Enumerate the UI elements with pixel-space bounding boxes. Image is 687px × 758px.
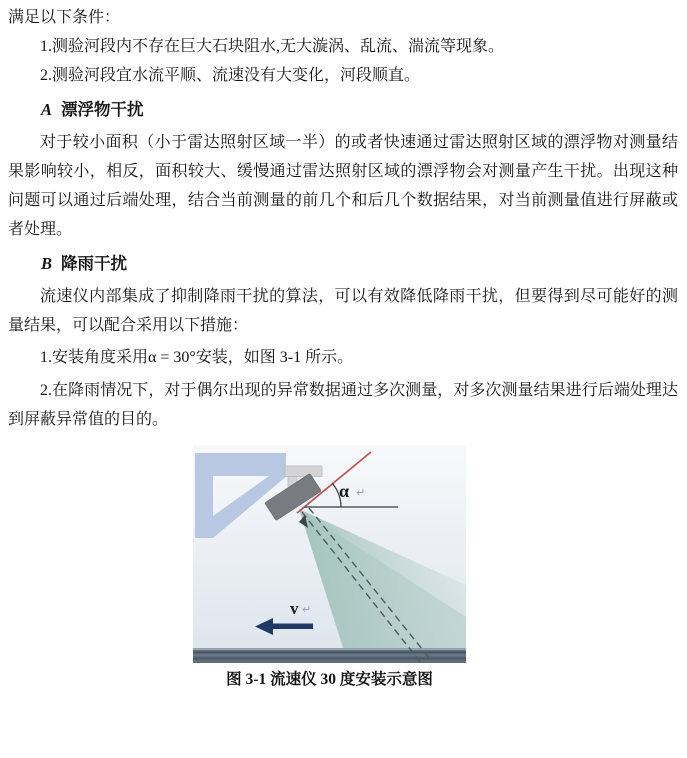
figure-caption: 图 3-1 流速仪 30 度安装示意图: [226, 671, 433, 688]
measure-item-1: 1.安装角度采用α = 30°安装，如图 3-1 所示。: [40, 349, 354, 366]
measure-item-2: 2.在降雨情况下，对于偶尔出现的异常数据通过多次测量，对多次测量结果进行后端处理达到屏蔽异常值的目的。: [8, 382, 678, 428]
installation-figure: [193, 445, 466, 692]
condition-item-2: 2.测验河段宜水流平顺、流速没有大变化，河段顺直。: [40, 67, 421, 84]
paragraph-return-mark: ↵: [302, 603, 312, 616]
condition-item-1: 1.测验河段内不存在巨大石块阻水,无大漩涡、乱流、湍流等现象。: [40, 38, 505, 55]
section-b-body: 流速仪内部集成了抑制降雨干扰的算法，可以有效降低降雨干扰，但要得到尽可能好的测量结果，可以配合采用以下措施：: [8, 288, 678, 334]
velocity-label: v: [290, 599, 299, 618]
section-a-title: 漂浮物干扰: [61, 100, 144, 119]
installation-diagram: [193, 445, 466, 663]
section-b-label: B: [41, 254, 53, 273]
section-b-heading: [8, 249, 678, 278]
section-b-title: 降雨干扰: [61, 254, 128, 273]
intro-text: 满足以下条件：: [8, 9, 121, 26]
paragraph-return-mark: ↵: [356, 486, 366, 499]
section-a-body: 对于较小面积（小于雷达照射区域一半）的或者快速通过雷达照射区域的漂浮物对测量结果影响较小，相反，面积较大、缓慢通过雷达照射区域的漂浮物会对测量产生干扰。出现这种问题可以通过后端处理，结合当前测量的前几个和后几个数据结果，对当前测量值进行屏蔽或者处理。: [8, 134, 678, 238]
water-surface: [193, 648, 466, 663]
alpha-angle-label: α: [339, 481, 350, 501]
section-a-label: A: [41, 100, 53, 119]
section-a-heading: [8, 95, 678, 124]
